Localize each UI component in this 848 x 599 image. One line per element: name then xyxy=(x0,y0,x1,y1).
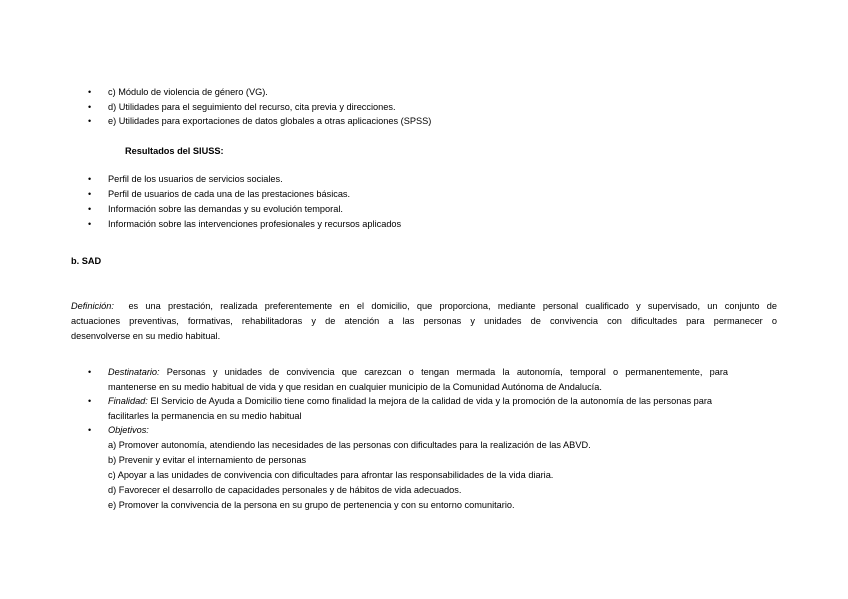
bullet-icon: • xyxy=(88,174,92,184)
finalidad-text: El Servicio de Ayuda a Domicilio tiene como finalidad la mejora de la calidad de vida y la promoción de la autonomía de las personas para xyxy=(150,396,713,406)
bullet-icon: • xyxy=(88,396,92,406)
list-item: e) Utilidades para exportaciones de datos globales a otras aplicaciones (SPSS) xyxy=(108,116,432,126)
list-item: c) Módulo de violencia de género (VG). xyxy=(108,87,268,97)
list-item: a) Promover autonomía, atendiendo las necesidades de las personas con dificultades para la realización de las ABVD. xyxy=(108,440,591,450)
finalidad-line-1 xyxy=(108,395,712,407)
destinatario-line-2: mantenerse en su medio habitual de vida y que residan en cualquier municipio de la Comunidad Autónoma de Andalucía. xyxy=(108,382,602,392)
list-item: d) Utilidades para el seguimiento del recurso, cita previa y direcciones. xyxy=(108,102,396,112)
finalidad-line-2: facilitarles la permanencia en su medio habitual xyxy=(108,411,302,421)
definition-line-3: desenvolverse en su medio habitual. xyxy=(71,331,221,341)
list-item: e) Promover la convivencia de la persona en su grupo de pertenencia y con su entorno comunitario. xyxy=(108,500,515,510)
section-heading: b. SAD xyxy=(71,256,102,266)
finalidad-label: Finalidad: xyxy=(108,396,148,406)
list-item: b) Prevenir y evitar el internamiento de personas xyxy=(108,455,307,465)
bullet-icon: • xyxy=(88,219,92,229)
definition-text: es una prestación, realizada preferentemente en el domicilio, que proporciona, mediante personal cualificado y supervisado, un conjunto de xyxy=(128,301,777,311)
list-item: Perfil de los usuarios de servicios sociales. xyxy=(108,174,283,184)
destinatario-line-1 xyxy=(108,366,728,378)
list-item: d) Favorecer el desarrollo de capacidades personales y de hábitos de vida adecuados. xyxy=(108,485,462,495)
bullet-icon: • xyxy=(88,102,92,112)
bullet-icon: • xyxy=(88,116,92,126)
definition-line-2: actuaciones preventivas, formativas, rehabilitadoras y de atención a las personas y unidades de convivencia con dificultades para permanecer o xyxy=(71,316,777,326)
bullet-icon: • xyxy=(88,367,92,377)
list-item: Información sobre las demandas y su evolución temporal. xyxy=(108,204,343,214)
bullet-icon: • xyxy=(88,189,92,199)
definition-line-1 xyxy=(71,300,777,312)
definition-label: Definición: xyxy=(71,301,114,311)
bullet-icon: • xyxy=(88,87,92,97)
list-item: Perfil de usuarios de cada una de las prestaciones básicas. xyxy=(108,189,351,199)
list-item: Información sobre las intervenciones profesionales y recursos aplicados xyxy=(108,219,402,229)
bullet-icon: • xyxy=(88,425,92,435)
bullet-icon: • xyxy=(88,204,92,214)
list-item: c) Apoyar a las unidades de convivencia con dificultades para afrontar las responsabilidades de la vida diaria. xyxy=(108,470,554,480)
objetivos-label: Objetivos: xyxy=(108,425,149,435)
results-heading: Resultados del SIUSS: xyxy=(125,146,224,156)
destinatario-text: Personas y unidades de convivencia que carezcan o tengan mermada la autonomía, temporal o permanentemente, para xyxy=(166,367,728,377)
destinatario-label: Destinatario: xyxy=(108,367,160,377)
